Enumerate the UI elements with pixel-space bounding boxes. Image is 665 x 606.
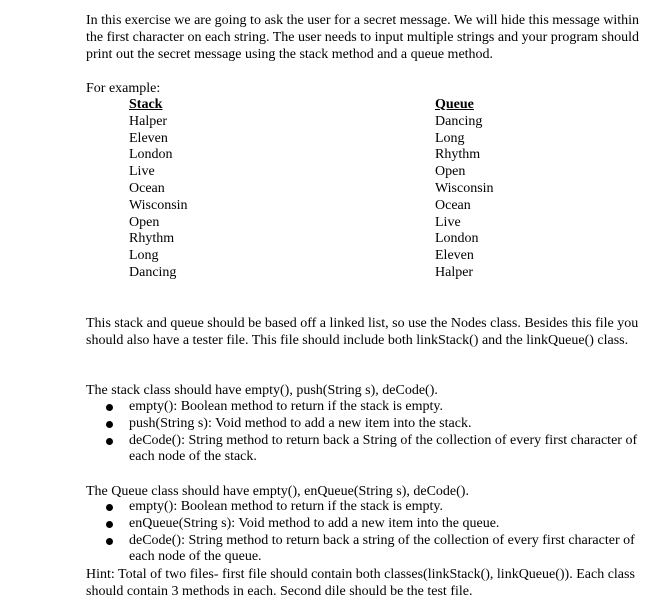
linked-list-paragraph: This stack and queue should be based off a linked list, so use the Nodes class. Besides this file you should also have a tester file. This file should include both linkStack() and the linkQueue() class.	[86, 316, 639, 348]
stack-item: London	[129, 147, 173, 163]
queue-item: Wisconsin	[435, 180, 494, 196]
bullet-icon	[106, 521, 113, 528]
queue-item: London	[435, 231, 479, 247]
stack-item: Eleven	[129, 130, 168, 146]
stack-item: Wisconsin	[129, 197, 188, 213]
stack-method-list	[86, 399, 651, 466]
bullet-icon	[106, 438, 113, 445]
stack-item: Dancing	[129, 264, 177, 280]
stack-item: Halper	[129, 113, 168, 129]
list-item: enQueue(String s): Void method to add a new item into the queue.	[86, 516, 651, 533]
queue-class-intro: The Queue class should have empty(), enQueue(String s), deCode().	[86, 484, 469, 499]
list-item: deCode(): String method to return back a string of the collection of every first character of each node of the queue.	[86, 533, 651, 567]
stack-item: Rhythm	[129, 231, 175, 247]
list-item: empty(): Boolean method to return if the stack is empty.	[86, 399, 651, 416]
stack-class-intro: The stack class should have empty(), push(String s), deCode().	[86, 383, 438, 398]
queue-method-list	[86, 499, 651, 566]
queue-item: Ocean	[435, 197, 471, 213]
stack-header: Stack	[129, 97, 163, 112]
stack-item: Ocean	[129, 180, 165, 196]
intro-paragraph: In this exercise we are going to ask the user for a secret message. We will hide this message within the first character on each string. The user needs to input multiple strings and your program should print out the secret message using the stack method and a queue method.	[86, 13, 640, 62]
list-item: deCode(): String method to return back a String of the collection of every first character of each node of the stack.	[86, 433, 651, 467]
stack-item: Long	[129, 248, 159, 264]
stack-item: Live	[129, 164, 155, 180]
list-item: empty(): Boolean method to return if the stack is empty.	[86, 499, 651, 516]
bullet-icon	[106, 504, 113, 511]
example-label: For example:	[86, 81, 161, 96]
queue-item: Rhythm	[435, 147, 481, 163]
bullet-icon	[106, 404, 113, 411]
queue-header: Queue	[435, 97, 474, 112]
list-item: push(String s): Void method to add a new item into the stack.	[86, 416, 651, 433]
queue-item: Open	[435, 164, 466, 180]
bullet-icon	[106, 538, 113, 545]
queue-item: Live	[435, 214, 461, 230]
queue-column	[435, 97, 494, 282]
queue-item: Eleven	[435, 248, 474, 264]
queue-item: Dancing	[435, 113, 483, 129]
stack-column	[129, 97, 188, 282]
bullet-icon	[106, 421, 113, 428]
queue-item: Long	[435, 130, 465, 146]
queue-item: Halper	[435, 264, 474, 280]
stack-item: Open	[129, 214, 160, 230]
hint-paragraph: Hint: Total of two files- first file should contain both classes(linkStack(), linkQueue()). Each class should contain 3 methods in each. Second dile should be the test file.	[86, 567, 635, 599]
